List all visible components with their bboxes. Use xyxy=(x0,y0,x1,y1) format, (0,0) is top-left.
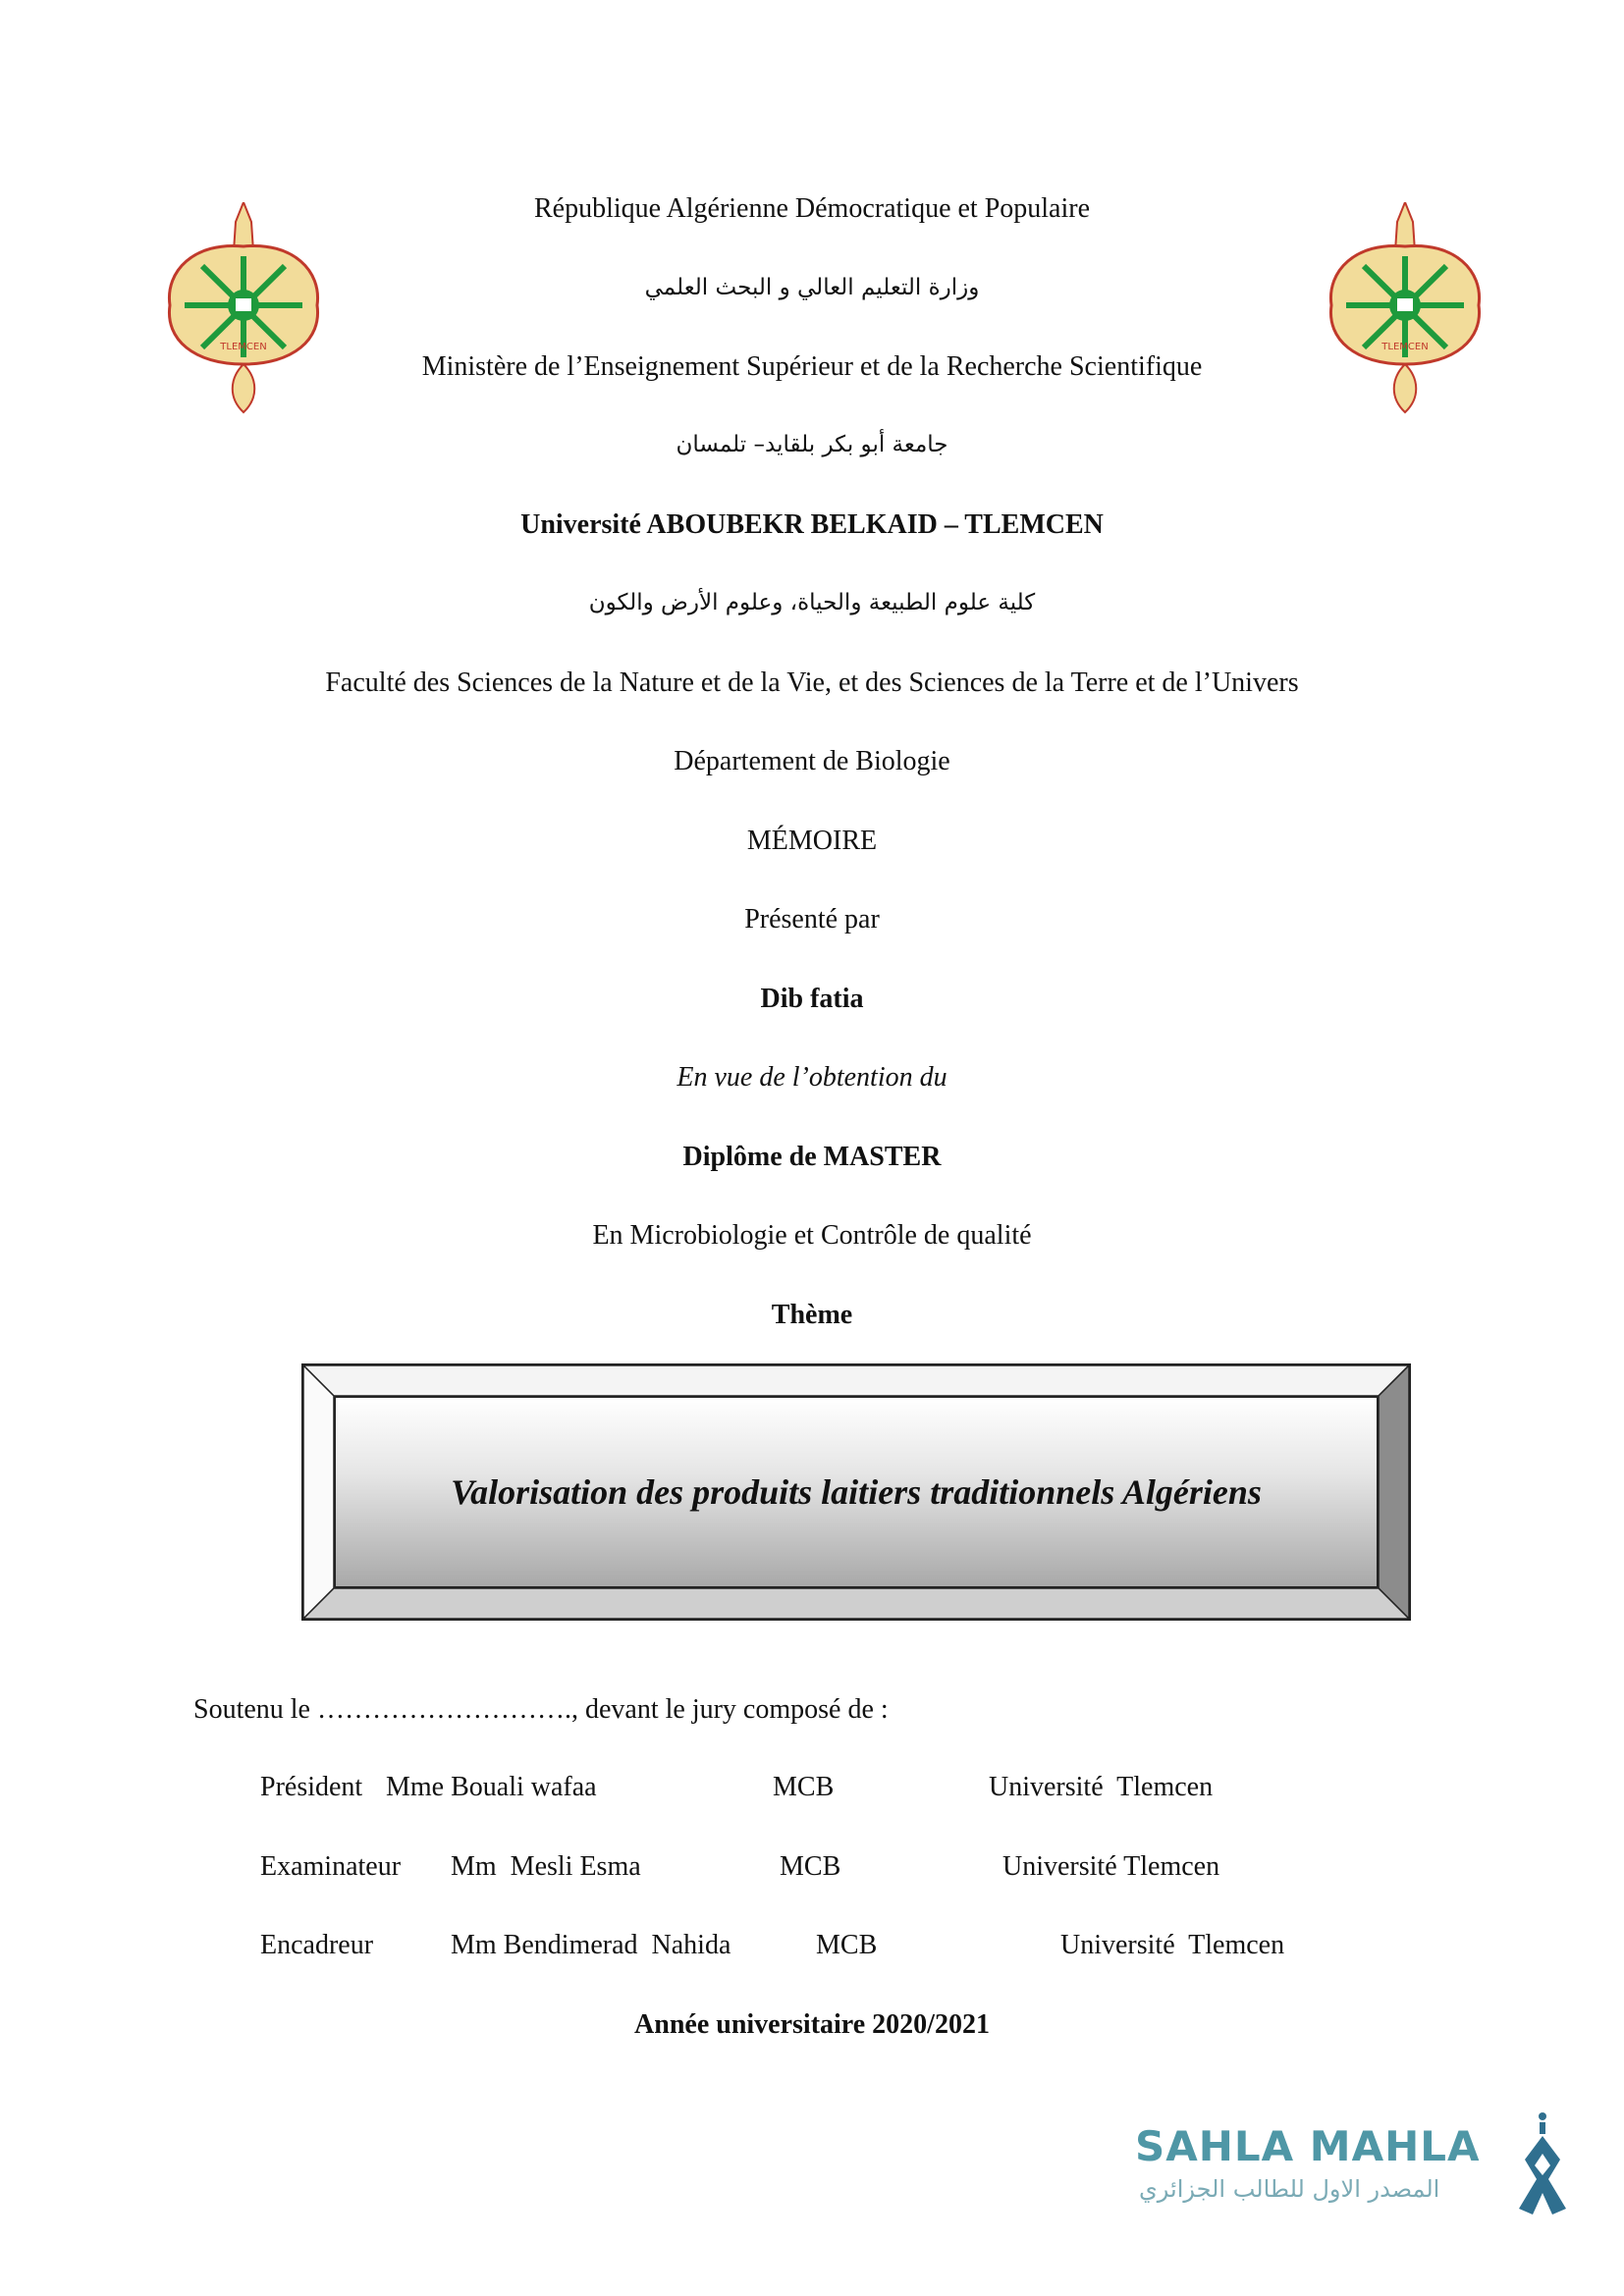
jury-intro: Soutenu le ………………………., devant le jury composé de : xyxy=(193,1694,889,1725)
jury-role: Président xyxy=(260,1772,363,1802)
faculty-arabic: كلية علوم الطبيعة والحياة، وعلوم الأرض والكون xyxy=(588,590,1036,615)
ministry-arabic: وزارة التعليم العالي و البحث العلمي xyxy=(644,275,980,300)
obtention-text: En vue de l’obtention du xyxy=(677,1062,947,1093)
sahla-mahla-watermark xyxy=(1135,2120,1577,2218)
jury-name: Mme Bouali wafaa xyxy=(386,1772,597,1802)
diploma-text: Diplôme de MASTER xyxy=(682,1142,942,1172)
jury-institution: Université Tlemcen xyxy=(1060,1930,1285,1960)
title-frame xyxy=(301,1363,1411,1621)
title-panel xyxy=(334,1396,1379,1588)
jury-name: Mm Bendimerad Nahida xyxy=(451,1930,731,1960)
sahla-emblem-icon xyxy=(1513,2110,1572,2218)
thesis-title: Valorisation des produits laitiers traditionnels Algériens xyxy=(451,1472,1262,1512)
academic-year: Année universitaire 2020/2021 xyxy=(634,2009,990,2040)
republic-heading: République Algérienne Démocratique et Populaire xyxy=(533,193,1091,224)
jury-grade: MCB xyxy=(773,1772,835,1802)
jury-institution: Université Tlemcen xyxy=(1002,1851,1220,1882)
watermark-brand: SAHLA MAHLA xyxy=(1135,2122,1481,2170)
university-arabic: جامعة أبو بكر بلقايد– تلمسان xyxy=(676,432,948,457)
svg-text:TLEMCEN: TLEMCEN xyxy=(220,342,267,352)
author-name: Dib fatia xyxy=(760,984,864,1014)
presented-by: Présenté par xyxy=(744,904,880,934)
jury-institution: Université Tlemcen xyxy=(989,1772,1214,1802)
ministry-heading: Ministère de l’Enseignement Supérieur et de la Recherche Scientifique xyxy=(421,351,1203,382)
jury-role: Encadreur xyxy=(260,1930,374,1960)
jury-grade: MCB xyxy=(780,1851,841,1882)
university-heading: Université ABOUBEKR BELKAID – TLEMCEN xyxy=(520,509,1104,540)
speciality-text: En Microbiologie et Contrôle de qualité xyxy=(592,1220,1032,1251)
jury-name: Mm Mesli Esma xyxy=(451,1851,641,1882)
jury-grade: MCB xyxy=(816,1930,878,1960)
watermark-tagline: المصدر الاول للطالب الجزائري xyxy=(1139,2175,1440,2203)
theme-label: Thème xyxy=(771,1300,853,1330)
memoire-label: MÉMOIRE xyxy=(746,826,878,856)
department-heading: Département de Biologie xyxy=(674,746,950,776)
faculty-heading: Faculté des Sciences de la Nature et de la Vie, et des Sciences de la Terre et de l’Univers xyxy=(325,667,1299,698)
svg-text:TLEMCEN: TLEMCEN xyxy=(1381,342,1429,352)
jury-role: Examinateur xyxy=(260,1851,402,1882)
